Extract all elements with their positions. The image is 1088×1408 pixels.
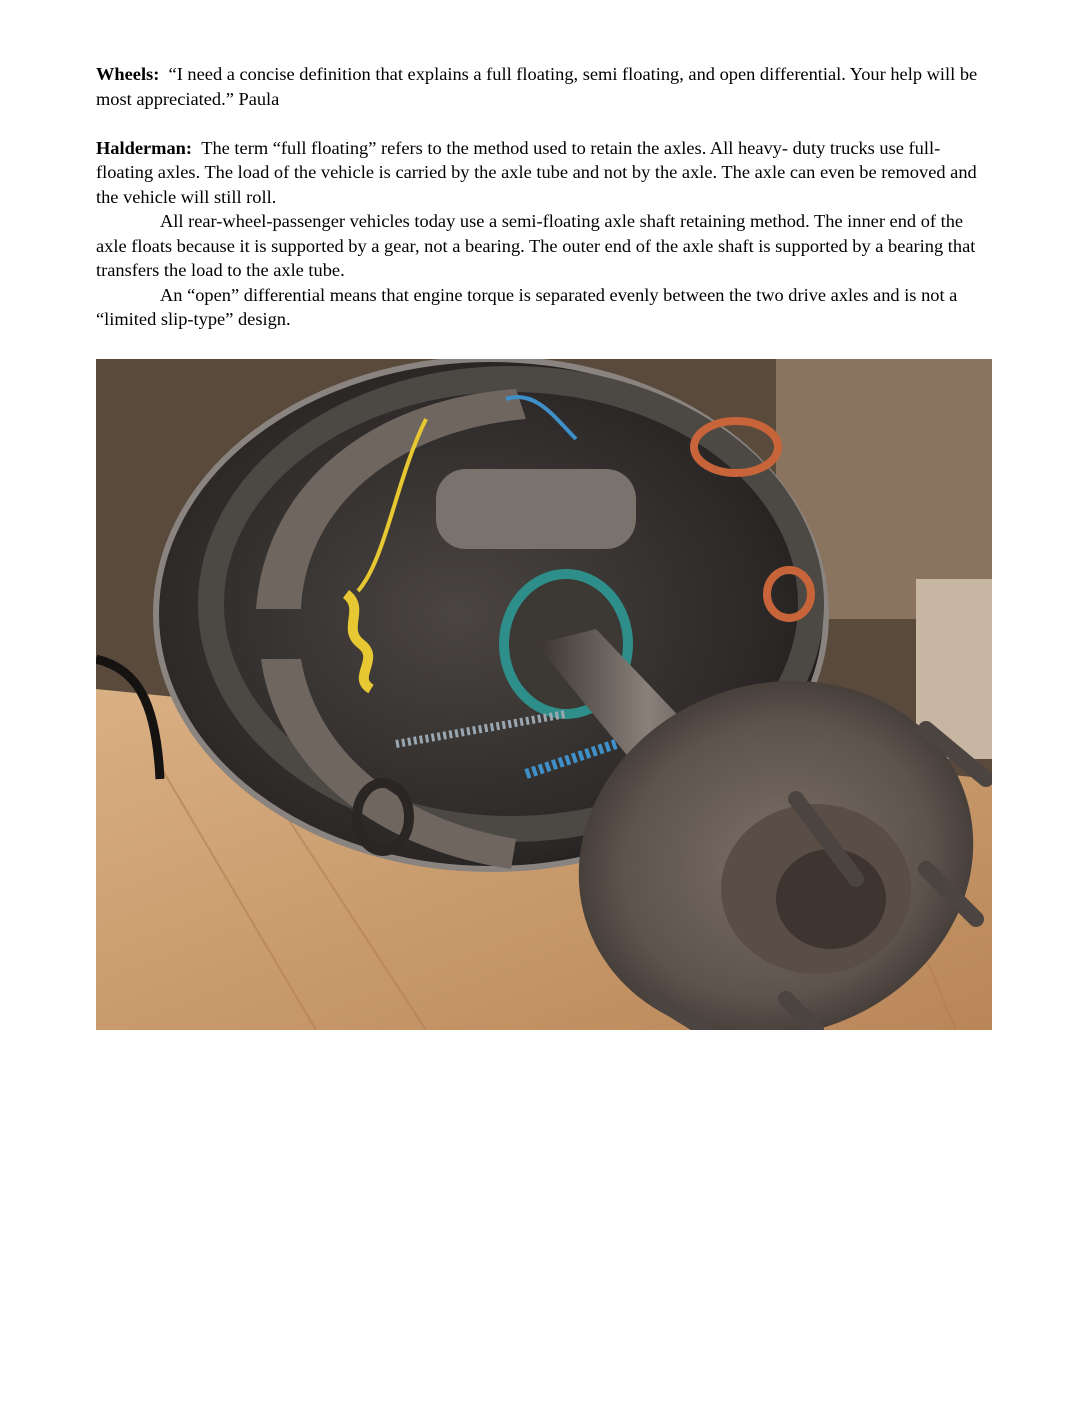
answer-paragraph-3: An “open” differential means that engine torque is separated evenly between the two drive axles and is not a “limited slip-type” design. <box>96 284 958 329</box>
article-text <box>96 62 996 332</box>
answer-text-1: The term “full floating” refers to the method used to retain the axles. All heavy- duty trucks use full-floating axles. The load of the vehicle is carried by the axle tube and not by the axle. The axle can even be removed and the vehicle will still roll. <box>96 137 977 207</box>
question-paragraph <box>96 62 996 111</box>
question-label: Wheels: <box>96 64 160 84</box>
answer-paragraph-2: All rear-wheel-passenger vehicles today use a semi-floating axle shaft retaining method. The inner end of the axle floats because it is supported by a gear, not a bearing. The outer end of the axle shaft is supported by a bearing that transfers the load to the axle tube. <box>96 211 976 280</box>
answer-label: Halderman: <box>96 137 193 158</box>
question-text: “I need a concise definition that explains a full floating, semi floating, and open differential. Your help will be most appreciated.” Paula <box>96 64 978 109</box>
brake-assembly-illustration <box>96 359 992 1030</box>
answer-paragraph-1 <box>96 136 996 210</box>
brake-assembly-photo <box>96 359 992 1030</box>
paragraph-spacer <box>96 111 996 136</box>
wheel-cylinder <box>436 469 636 549</box>
hub-center <box>776 849 886 949</box>
